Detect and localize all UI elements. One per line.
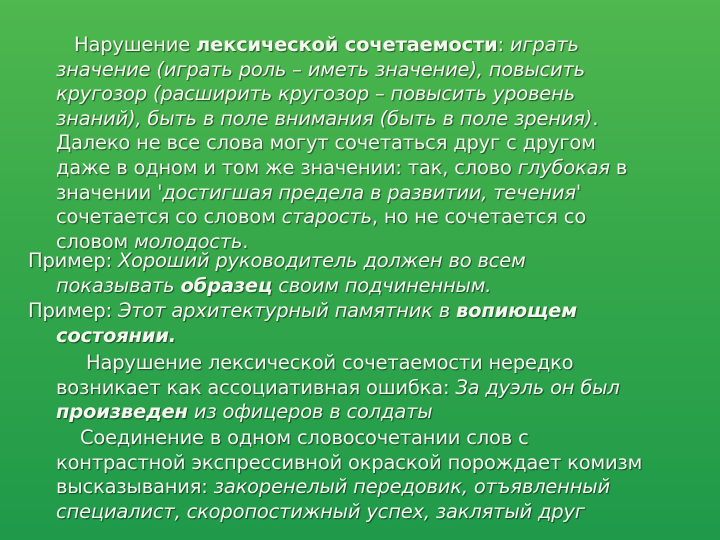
example-italic: закоренелый передовик, отъявленный — [213, 475, 610, 499]
example-italic: специалист, скоропостижный успех, заклятый друг — [56, 499, 585, 523]
example-italic: За дуэль он был — [455, 375, 620, 399]
text-run: . — [592, 106, 599, 130]
paragraph-associative-error — [56, 351, 620, 425]
text-line — [56, 107, 627, 132]
text-run: Нарушение — [56, 33, 196, 56]
text-line — [28, 299, 577, 324]
example-italic: молодость — [134, 229, 243, 253]
example-italic: Этот архитектурный памятник в — [117, 299, 456, 322]
text-run: Нарушение лексической сочетаемости нередко — [56, 351, 574, 374]
text-line — [28, 324, 577, 349]
example-italic: глубокая — [517, 155, 610, 179]
text-line — [56, 82, 627, 107]
error-word-bold: произведен — [56, 400, 188, 424]
text-line — [56, 475, 642, 500]
example-label: Пример: — [28, 299, 118, 322]
example-italic: играть — [509, 33, 579, 56]
example-italic: из офицеров в солдаты — [187, 400, 433, 424]
example-italic: показывать — [56, 273, 181, 297]
text-run: , но не сочетается со — [371, 205, 587, 229]
example-italic: 'достигшая предела в развитии, течения' — [157, 180, 582, 204]
text-line — [28, 274, 526, 299]
example-italic: кругозор (расширить кругозор – повысить уровень — [56, 82, 575, 106]
text-run: : — [497, 33, 510, 56]
example-italic: старость — [281, 205, 372, 229]
example-italic: своим подчиненным. — [272, 273, 492, 297]
text-line — [56, 156, 627, 181]
text-run: контрастной экспрессивной окраской порождает комизм — [56, 450, 643, 474]
text-line — [56, 131, 627, 156]
term-bold: лексической сочетаемости — [195, 33, 498, 56]
text-run: в — [609, 155, 628, 179]
text-line — [56, 181, 627, 206]
text-line — [56, 400, 620, 425]
error-word-bold: вопиющем — [456, 299, 577, 322]
text-line — [56, 33, 627, 58]
example-italic: значение (играть роль – иметь значение), повысить — [56, 57, 585, 81]
text-line — [56, 205, 627, 230]
paragraph-comic-effect — [56, 426, 642, 524]
example-italic: знаний), быть в поле внимания (быть в поле зрения) — [56, 106, 593, 130]
error-word-bold: состоянии. — [56, 323, 176, 347]
paragraph-example-1 — [28, 249, 526, 298]
text-line — [56, 351, 620, 376]
text-line — [56, 58, 627, 83]
error-word-bold: образец — [180, 273, 273, 297]
text-run: даже в одном и том же значении: так, слово — [56, 155, 518, 179]
text-line — [56, 426, 642, 451]
text-line — [56, 451, 642, 476]
text-run: значении — [56, 180, 158, 204]
text-run: Далеко не все слова могут сочетаться друг с другом — [56, 131, 596, 155]
text-run: возникает как ассоциативная ошибка: — [56, 375, 456, 399]
text-run: сочетается со словом — [56, 205, 282, 229]
paragraph-example-2 — [28, 299, 577, 348]
text-run: . — [242, 229, 249, 253]
text-line — [56, 500, 642, 525]
text-line — [28, 249, 526, 274]
example-label: Пример: — [28, 249, 118, 272]
text-run: словом — [56, 229, 135, 253]
example-italic: Хороший руководитель должен во всем — [117, 249, 526, 272]
text-run: Соединение в одном словосочетании слов с — [56, 426, 529, 449]
text-line — [56, 376, 620, 401]
paragraph-lexical-compatibility — [56, 33, 627, 254]
text-run: высказывания: — [56, 475, 214, 499]
